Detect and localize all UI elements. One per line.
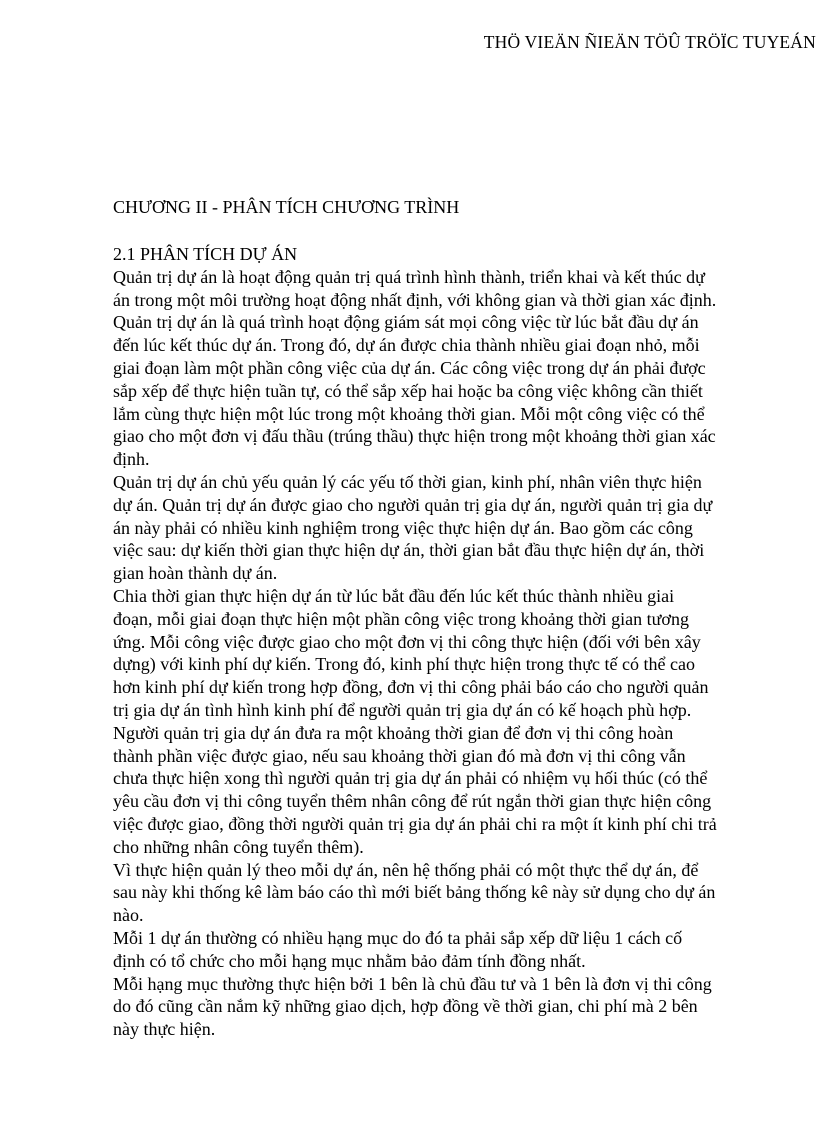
text-line: yêu cầu đơn vị thi công tuyển thêm nhân công để rút ngắn thời gian thực hiện công	[113, 791, 712, 812]
text-line: đến lúc kết thúc dự án. Trong đó, dự án được chia thành nhiều giai đoạn nhỏ, mỗi	[113, 335, 700, 356]
text-line: trị gia dự án tình hình kinh phí để người quản trị gia dự án có kế hoạch phù hợp.	[113, 699, 692, 720]
text-line: Quản trị dự án là quá trình hoạt động giám sát mọi công việc từ lúc bắt đầu dự án	[113, 312, 699, 333]
text-line: dựng) với kinh phí dự kiến. Trong đó, kinh phí thực hiện trong thực tế có thể cao	[113, 654, 695, 675]
text-line: Vì thực hiện quản lý theo mỗi dự án, nên hệ thống phải có một thực thể dự án, để	[113, 859, 699, 880]
text-line: giai đoạn làm một phần công việc của dự án. Các công việc trong dự án phải được	[113, 357, 706, 378]
text-line: định.	[113, 449, 150, 470]
body-text	[113, 243, 803, 1041]
text-line: Chia thời gian thực hiện dự án từ lúc bắt đầu đến lúc kết thúc thành nhiều giai	[113, 585, 675, 606]
text-line: chưa thực hiện xong thì người quản trị gia dự án phải có nhiệm vụ hối thúc (có thể	[113, 768, 708, 789]
text-line: lắm cùng thực hiện một lúc trong một khoảng thời gian. Mỗi một công việc có thể	[113, 403, 705, 424]
text-line: Mỗi 1 dự án thường có nhiều hạng mục do đó ta phải sắp xếp dữ liệu 1 cách cố	[113, 927, 683, 948]
text-line: thành phần việc được giao, nếu sau khoảng thời gian đó mà đơn vị thi công vẫn	[113, 745, 686, 766]
page-header: THÖ VIEÄN ÑIEÄN TÖÛ TRÖÏC TUYEÁN	[483, 32, 816, 52]
text-line: án trong một môi trường hoạt động nhất định, với không gian và thời gian xác định.	[113, 289, 717, 310]
text-line: định có tổ chức cho mỗi hạng mục nhằm bảo đảm tính đồng nhất.	[113, 950, 586, 971]
chapter-title: CHƯƠNG II - PHÂN TÍCH CHƯƠNG TRÌNH	[113, 197, 460, 217]
text-line: nào.	[113, 905, 144, 926]
text-line: việc sau: dự kiến thời gian thực hiện dự án, thời gian bắt đầu thực hiện dự án, thời	[113, 540, 705, 561]
section-heading: 2.1 PHÂN TÍCH DỰ ÁN	[113, 244, 298, 264]
text-line: sau này khi thống kê làm báo cáo thì mới biết bảng thống kê này sử dụng cho dự án	[113, 882, 716, 903]
text-line: cho những nhân công tuyển thêm).	[113, 836, 364, 857]
text-line: việc được giao, đồng thời người quản trị gia dự án phải chi ra một ít kinh phí chi trả	[113, 813, 717, 834]
text-line: này thực hiện.	[113, 1019, 216, 1040]
text-line: Quản trị dự án là hoạt động quản trị quá trình hình thành, triển khai và kết thúc dự	[113, 266, 705, 287]
text-line: Người quản trị gia dự án đưa ra một khoảng thời gian để đơn vị thi công hoàn	[113, 722, 674, 743]
text-line: do đó cũng cần nắm kỹ những giao dịch, hợp đồng về thời gian, chi phí mà 2 bên	[113, 996, 698, 1017]
text-line: giao cho một đơn vị đấu thầu (trúng thầu) thực hiện trong một khoảng thời gian xác	[113, 426, 716, 447]
text-line: án này phải có nhiều kinh nghiệm trong việc thực hiện dự án. Bao gồm các công	[113, 517, 693, 538]
text-line: ứng. Mỗi công việc được giao cho một đơn vị thi công thực hiện (đối với bên xây	[113, 631, 701, 652]
text-line: sắp xếp để thực hiện tuần tự, có thể sắp xếp hai hoặc ba công việc không cần thiết	[113, 380, 703, 401]
text-line: đoạn, mỗi giai đoạn thực hiện một phần công việc trong khoảng thời gian tương	[113, 608, 689, 629]
text-line: Mỗi hạng mục thường thực hiện bởi 1 bên là chủ đầu tư và 1 bên là đơn vị thi công	[113, 973, 712, 994]
text-line: Quản trị dự án chủ yếu quản lý các yếu tố thời gian, kinh phí, nhân viên thực hiện	[113, 471, 702, 492]
text-line: gian hoàn thành dự án.	[113, 563, 278, 584]
text-line: dự án. Quản trị dự án được giao cho người quản trị gia dự án, người quản trị gia dự	[113, 494, 713, 515]
text-line: hơn kinh phí dự kiến trong hợp đồng, đơn vị thi công phải báo cáo cho người quản	[113, 677, 709, 698]
